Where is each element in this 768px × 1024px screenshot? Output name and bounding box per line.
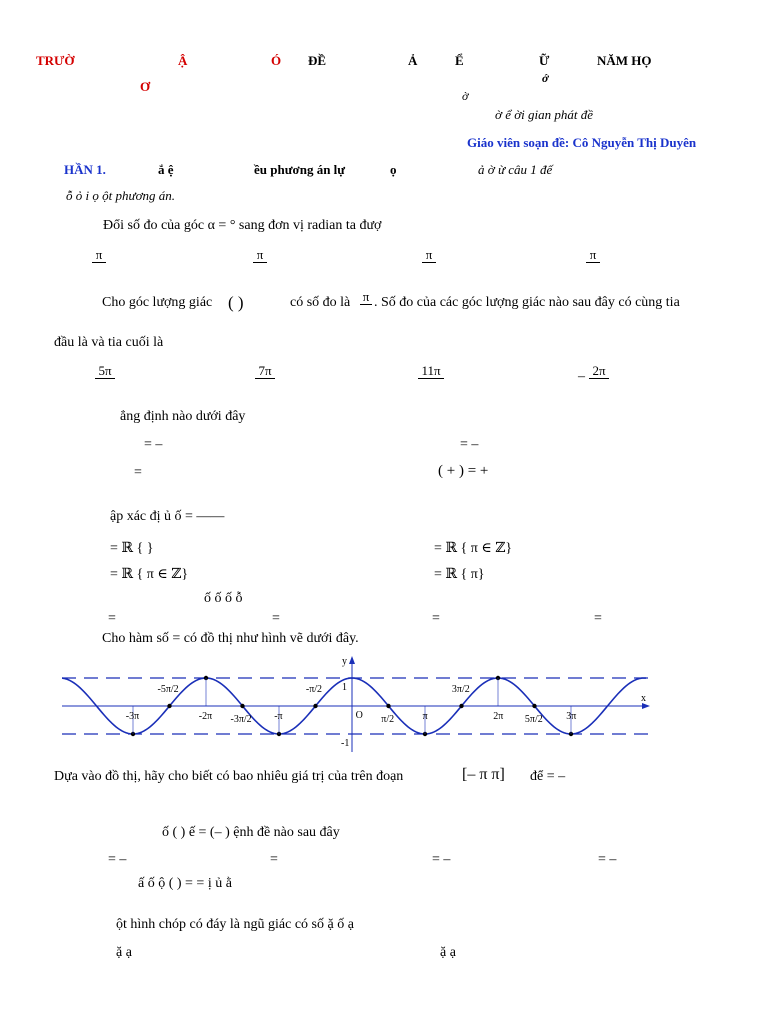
teacher-name: Giáo viên soạn đề: Cô Nguyễn Thị Duyên xyxy=(467,135,697,150)
y-axis-arrow xyxy=(349,656,355,664)
exam-title-fragment: Ể xyxy=(455,53,464,68)
instruction-fragment: ả ờ ừ câu 1 đế xyxy=(478,162,553,177)
y-label-one: 1 xyxy=(342,682,347,693)
q8-option-a[interactable]: ặ ạ xyxy=(116,945,132,960)
q1-option-c[interactable]: π xyxy=(422,248,436,273)
graph-point xyxy=(167,704,171,708)
x-axis-label: x xyxy=(641,693,646,704)
x-tick-label: -3π/2 xyxy=(230,714,252,725)
instruction-line2: ỗ ỏ i ọ ột phương án. xyxy=(66,188,176,203)
q4-option-d[interactable]: = ℝ { π} xyxy=(434,567,485,582)
q2-option-a[interactable]: 5π xyxy=(95,364,115,389)
graph-point xyxy=(386,704,390,708)
q2-angle-paren: ( ) xyxy=(228,293,244,312)
q4-option-c[interactable]: = ℝ { π ∈ ℤ} xyxy=(110,567,189,582)
x-tick-label: 5π/2 xyxy=(524,714,543,725)
q5-option-c[interactable]: = xyxy=(432,611,440,626)
question-2-text: Cho góc lượng giác xyxy=(102,295,213,310)
x-tick-label: -3π xyxy=(125,711,140,722)
x-tick-label: π/2 xyxy=(381,714,395,725)
exam-title-fragment: Ả xyxy=(408,53,418,68)
question-2-text-line2: đầu là và tia cuối là xyxy=(54,335,164,350)
q7-option-c[interactable]: = – xyxy=(432,852,451,867)
q2-option-d[interactable]: 2π xyxy=(589,364,609,389)
header-fragment: Ậ xyxy=(178,53,188,68)
instruction-fragment: ọ xyxy=(390,162,397,177)
q7-option-b[interactable]: = xyxy=(270,852,278,867)
q2-option-c[interactable]: 11π xyxy=(418,364,444,389)
school-year: NĂM HỌ xyxy=(597,53,652,68)
question-6-text: Cho hàm số = có đồ thị như hình vẽ dưới đây. xyxy=(102,631,359,646)
q5-option-b[interactable]: = xyxy=(272,611,280,626)
graph-point xyxy=(459,704,463,708)
question-7-line2: ấ ố ộ ( ) = = ị ủ ằ xyxy=(138,876,232,891)
school-name-fragment: TRƯỜ xyxy=(36,53,75,68)
q4-option-b[interactable]: = ℝ { π ∈ ℤ} xyxy=(434,541,513,556)
header-fragment: ớ xyxy=(542,71,549,85)
instruction-fragment: ều phương án lự xyxy=(254,162,346,177)
q3-option-b[interactable]: = – xyxy=(460,437,479,452)
question-5-text: ố ố ố ỗ xyxy=(204,591,243,606)
graph-point xyxy=(240,704,244,708)
question-7-text: ố ( ) ế = (– ) ệnh đề nào sau đây xyxy=(162,825,340,840)
question-4-text: ập xác đị ủ ố = —— xyxy=(110,509,225,524)
q2-option-d-sign: – xyxy=(578,369,585,384)
q6-interval: [– π π] xyxy=(462,766,505,783)
question-1-text: Đổi số đo của góc α = ° sang đơn vị radian ta đượ xyxy=(103,218,382,233)
x-tick-label: -π xyxy=(274,711,283,722)
x-tick-label: 3π/2 xyxy=(451,684,470,695)
header-fragment: Ơ xyxy=(140,79,151,94)
part-heading: HẦN 1. xyxy=(64,162,106,177)
header-fragment: ờ xyxy=(462,89,469,103)
x-tick-label: 3π xyxy=(566,711,577,722)
q2-option-b[interactable]: 7π xyxy=(255,364,275,389)
exam-title-fragment: ĐỀ xyxy=(308,53,327,68)
q7-option-d[interactable]: = – xyxy=(598,852,617,867)
q4-option-a[interactable]: = ℝ { } xyxy=(110,541,154,556)
q1-option-d[interactable]: π xyxy=(586,248,600,273)
y-axis-label: y xyxy=(342,656,347,667)
question-3-text: ẳng định nào dưới đây xyxy=(120,409,246,424)
x-tick-label: π xyxy=(422,711,428,722)
q2-angle-fraction: π xyxy=(360,290,372,315)
question-8-text: ột hình chóp có đáy là ngũ giác có số ặ ố ạ xyxy=(116,917,354,932)
x-tick-label: -π/2 xyxy=(305,684,323,695)
question-6-prompt: Dựa vào đồ thị, hãy cho biết có bao nhiêu giá trị của trên đoạn xyxy=(54,769,404,784)
x-tick-label: -2π xyxy=(198,711,213,722)
instruction-fragment: ắ ệ xyxy=(158,162,174,177)
q3-option-c[interactable]: = xyxy=(134,465,142,480)
question-6-prompt-end: để = – xyxy=(530,769,566,784)
graph-point xyxy=(313,704,317,708)
exam-duration: ờ ể ời gian phát đề xyxy=(495,107,594,122)
question-2-text: có số đo là xyxy=(290,295,351,310)
q5-option-d[interactable]: = xyxy=(594,611,602,626)
question-2-text: . Số đo của các góc lượng giác nào sau đây có cùng tia xyxy=(374,295,680,310)
cosine-graph xyxy=(62,656,650,752)
x-tick-label: O xyxy=(355,710,363,721)
q1-option-b[interactable]: π xyxy=(253,248,267,273)
y-label-minus-one: -1 xyxy=(341,738,350,749)
q5-option-a[interactable]: = xyxy=(108,611,116,626)
q1-option-a[interactable]: π xyxy=(92,248,106,273)
q7-option-a[interactable]: = – xyxy=(108,852,127,867)
q3-option-a[interactable]: = – xyxy=(144,437,163,452)
x-tick-label: -5π/2 xyxy=(157,684,179,695)
header-fragment: Ó xyxy=(271,53,282,68)
x-tick-label: 2π xyxy=(493,711,504,722)
q8-option-b[interactable]: ặ ạ xyxy=(440,945,456,960)
graph-point xyxy=(532,704,536,708)
exam-title-fragment: Ữ xyxy=(539,53,550,68)
q3-option-d[interactable]: ( + ) = + xyxy=(438,463,489,479)
